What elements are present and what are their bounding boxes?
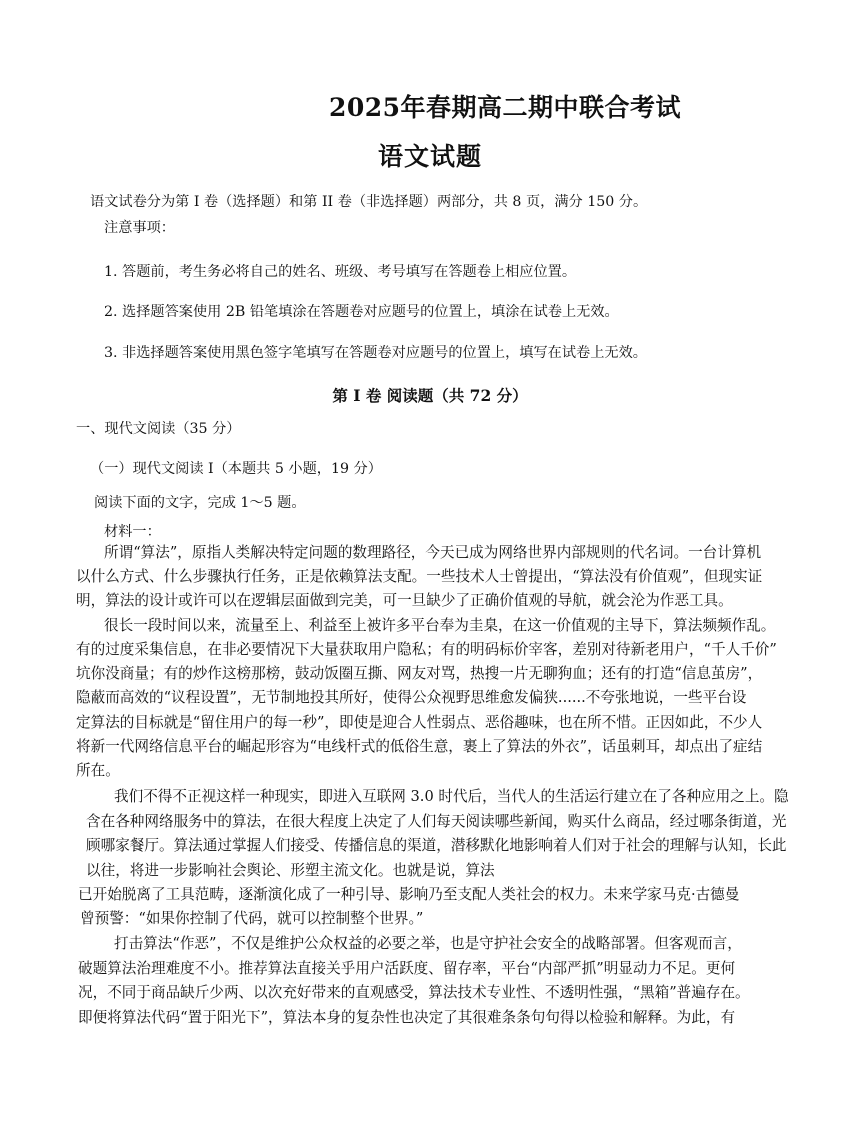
body-line: 将新一代网络信息平台的崛起形容为“电线杆式的低俗生意，裹上了算法的外衣”，话虽刺耳，却点出了症结 xyxy=(76,738,763,755)
body-line: 含在各种网络服务中的算法，在很大程度上决定了人们每天阅读哪些新闻，购买什么商品，经过哪条街道，光 xyxy=(86,813,787,830)
body-line: 我们不得不正视这样一种现实，即进入互联网 3.0 时代后，当代人的生活运行建立在了各种应用之上。隐 xyxy=(114,788,789,805)
body-line: 即便将算法代码“置于阳光下”，算法本身的复杂性也决定了其很难条条句句得以检验和解释。为此，有 xyxy=(78,1009,736,1026)
exam-subtitle: 语文试题 xyxy=(377,142,482,171)
body-line: 定算法的目标就是“留住用户的每一秒”，即使是迎合人性弱点、恶俗趣味，也在所不惜。正因如此，不少人 xyxy=(76,714,763,731)
body-line: 顾哪家餐厅。算法通过掌握人们接受、传播信息的渠道，潜移默化地影响着人们对于社会的理解与认知，长此 xyxy=(86,837,787,854)
part-heading: 一、现代文阅读（35 分） xyxy=(76,421,241,437)
subpart-heading: （一）现代文阅读 I（本题共 5 小题，19 分） xyxy=(90,461,382,477)
notice-label: 注意事项： xyxy=(104,220,175,236)
body-line: 以往，将进一步影响社会舆论、形塑主流文化。也就是说，算法 xyxy=(86,862,495,879)
body-line: 坑你没商量；有的炒作这榜那榜，鼓动饭圈互撕、网友对骂，热搜一片无聊狗血；还有的打造“信息茧房”， xyxy=(76,665,763,682)
intro-text: 语文试卷分为第 I 卷（选择题）和第 II 卷（非选择题）两部分，共 8 页，满分 150 分。 xyxy=(90,194,648,210)
body-line: 曾预警：“如果你控制了代码，就可以控制整个世界。” xyxy=(80,910,424,927)
body-line: 已开始脱离了工具范畴，逐渐演化成了一种引导、影响乃至支配人类社会的权力。未来学家马克·古德曼 xyxy=(78,886,740,903)
reading-instruction: 阅读下面的文字，完成 1～5 题。 xyxy=(94,495,306,511)
section-title: 第 I 卷 阅读题（共 72 分） xyxy=(332,386,528,405)
body-line: 所谓“算法”，原指人类解决特定问题的数理路径，今天已成为网络世界内部规则的代名词。一台计算机 xyxy=(104,544,762,561)
body-line: 打击算法“作恶”，不仅是维护公众权益的必要之举，也是守护社会安全的战略部署。但客观而言， xyxy=(114,935,742,952)
body-line: 明，算法的设计或许可以在逻辑层面做到完美，可一旦缺少了正确价值观的导航，就会沦为作恶工具。 xyxy=(76,592,733,609)
body-line: 很长一段时间以来，流量至上、利益至上被许多平台奉为圭臬，在这一价值观的主导下，算法频频作乱。 xyxy=(104,617,776,634)
notice-item: 3. 非选择题答案使用黑色签字笔填写在答题卷对应题号的位置上，填写在试卷上无效。 xyxy=(104,345,647,361)
exam-title: 2025年春期高二期中联合考试 xyxy=(328,93,682,122)
body-line: 所在。 xyxy=(76,762,120,779)
body-line: 以什么方式、什么步骤执行任务，正是依赖算法支配。一些技术人士曾提出，“算法没有价值观”，但现实证 xyxy=(76,568,763,585)
notice-item: 2. 选择题答案使用 2B 铅笔填涂在答题卷对应题号的位置上，填涂在试卷上无效。 xyxy=(104,304,619,320)
body-line: 隐蔽而高效的“议程设置”，无节制地投其所好，使得公众视野思维愈发偏狭......不夸张地说，一些平台设 xyxy=(76,689,747,706)
material-label: 材料一： xyxy=(104,524,161,540)
body-line: 况，不同于商品缺斤少两、以次充好带来的直观感受，算法技术专业性、不透明性强，“黑箱”普遍存在。 xyxy=(78,984,750,1001)
body-line: 有的过度采集信息，在非必要情况下大量获取用户隐私；有的明码标价宰客，差别对待新老用户，“千人千价” xyxy=(76,641,777,658)
body-line: 破题算法治理难度不小。推荐算法直接关乎用户活跃度、留存率，平台“内部严抓”明显动力不足。更何 xyxy=(78,960,736,977)
notice-item: 1. 答题前，考生务必将自己的姓名、班级、考号填写在答题卷上相应位置。 xyxy=(104,264,577,280)
